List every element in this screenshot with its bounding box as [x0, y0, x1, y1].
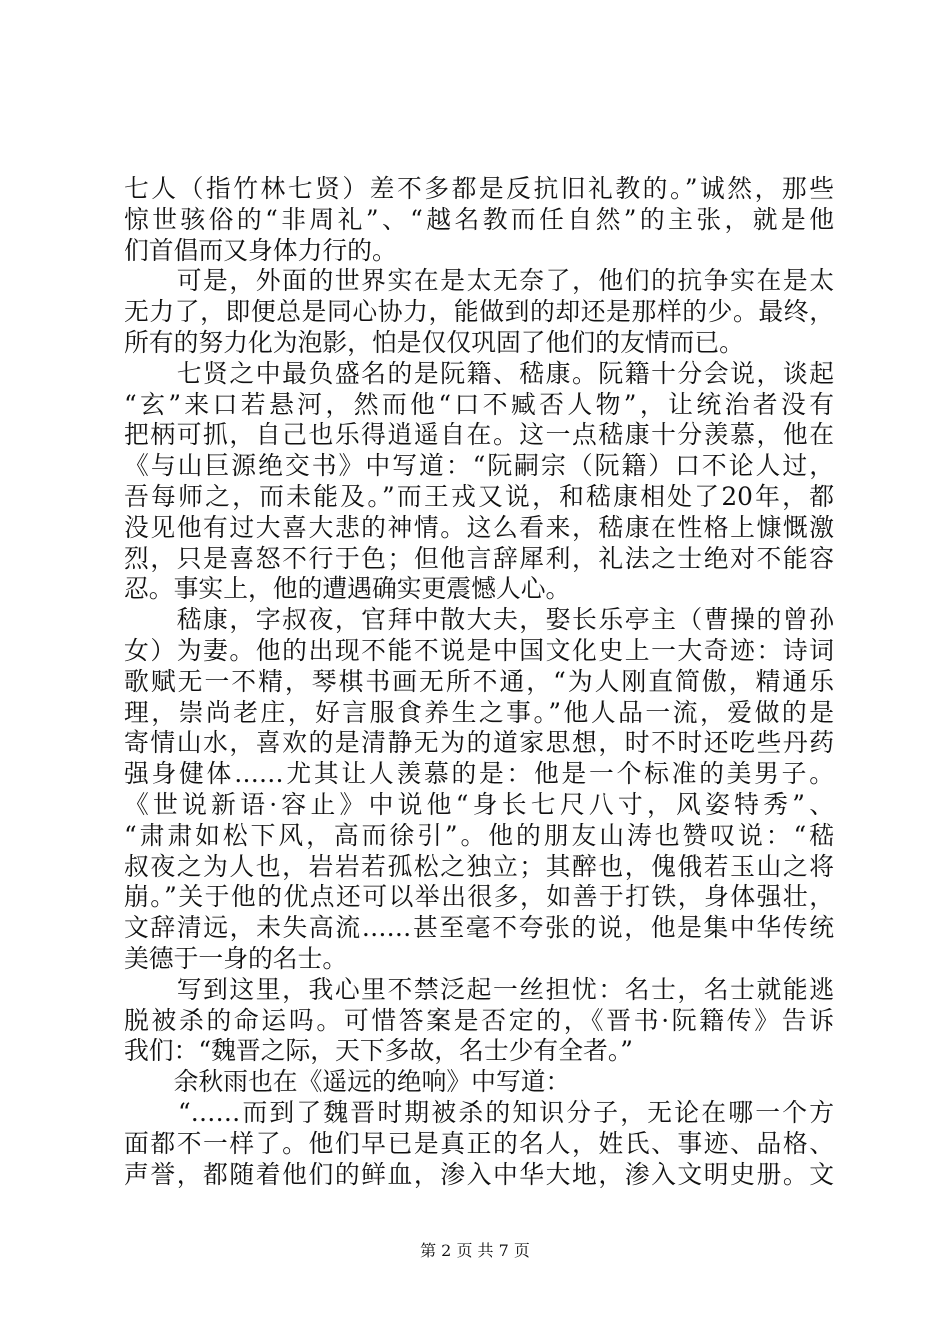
text-line: 嵇康，字叔夜，官拜中散大夫，娶长乐亭主（曹操的曾孙: [124, 605, 834, 635]
text-line: 我们：“魏晋之际，天下多故，名士少有全者。”: [124, 1036, 633, 1066]
text-line: “……而到了魏晋时期被杀的知识分子，无论在哪一个方: [124, 1097, 834, 1127]
text-line: 女）为妻。他的出现不能不说是中国文化史上一大奇迹：诗词: [124, 635, 834, 665]
text-line: 七人（指竹林七贤）差不多都是反抗旧礼教的。”诚然，那些: [124, 174, 834, 203]
text-line: 无力了，即便总是同心协力，能做到的却还是那样的少。最终，: [124, 297, 834, 327]
text-line: 美德于一身的名士。: [124, 943, 348, 973]
text-line: 理，崇尚老庄，好言服食养生之事。”他人品一流，爱做的是: [124, 697, 834, 727]
text-line: 《世说新语·容止》中说他“身长七尺八寸，风姿特秀”、: [124, 789, 834, 819]
text-line: 崩。”关于他的优点还可以举出很多，如善于打铁，身体强壮，: [124, 882, 834, 912]
text-line: 烈，只是喜怒不行于色；但他言辞犀利，礼法之士绝对不能容: [124, 543, 834, 573]
text-line: “玄”来口若悬河，然而他“口不臧否人物”，让统治者没有: [124, 389, 834, 419]
text-line: 没见他有过大喜大悲的神情。这么看来，嵇康在性格上慷慨激: [124, 512, 834, 542]
text-line: 文辞清远，未失高流……甚至毫不夸张的说，他是集中华传统: [124, 913, 834, 943]
text-line: 歌赋无一不精，琴棋书画无所不通，“为人刚直简傲，精通乐: [124, 666, 834, 696]
page-number-footer: 第 2 页 共 7 页: [420, 1241, 530, 1260]
text-line: 惊世骇俗的“非周礼”、“越名教而任自然”的主张，就是他: [124, 204, 834, 234]
text-line: 们首倡而又身体力行的。: [124, 235, 397, 265]
text-line: 所有的努力化为泡影，怕是仅仅巩固了他们的友情而已。: [124, 327, 744, 357]
text-line: 《与山巨源绝交书》中写道：“阮嗣宗（阮籍）口不论人过，: [124, 451, 834, 481]
text-line: 写到这里，我心里不禁泛起一丝担忧：名士，名士就能逃: [124, 974, 834, 1004]
text-line: 忍。事实上，他的遭遇确实更震憾人心。: [124, 574, 571, 604]
text-line: 声誉，都随着他们的鲜血，渗入中华大地，渗入文明史册。文: [124, 1159, 834, 1189]
text-line: 吾每师之，而未能及。”而王戎又说，和嵇康相处了20年，都: [124, 481, 834, 511]
text-line: “肃肃如松下风，高而徐引”。他的朋友山涛也赞叹说：“嵇: [124, 820, 834, 850]
text-line: 叔夜之为人也，岩岩若孤松之独立；其醉也，傀俄若玉山之将: [124, 851, 834, 881]
text-line: 寄情山水，喜欢的是清静无为的道家思想，时不时还吃些丹药: [124, 728, 834, 758]
text-line: 把柄可抓，自己也乐得逍遥自在。这一点嵇康十分羡慕，他在: [124, 420, 834, 450]
text-line: 七贤之中最负盛名的是阮籍、嵇康。阮籍十分会说，谈起: [124, 358, 834, 388]
text-line: 面都不一样了。他们早已是真正的名人，姓氏、事迹、品格、: [124, 1128, 834, 1158]
text-line: 余秋雨也在《遥远的绝响》中写道：: [124, 1067, 571, 1097]
text-line: 可是，外面的世界实在是太无奈了，他们的抗争实在是太: [124, 266, 834, 296]
body-text: [124, 174, 834, 1190]
text-line: 脱被杀的命运吗。可惜答案是否定的，《晋书·阮籍传》告诉: [124, 1005, 834, 1035]
text-line: 强身健体……尤其让人羡慕的是：他是一个标准的美男子。: [124, 759, 834, 789]
